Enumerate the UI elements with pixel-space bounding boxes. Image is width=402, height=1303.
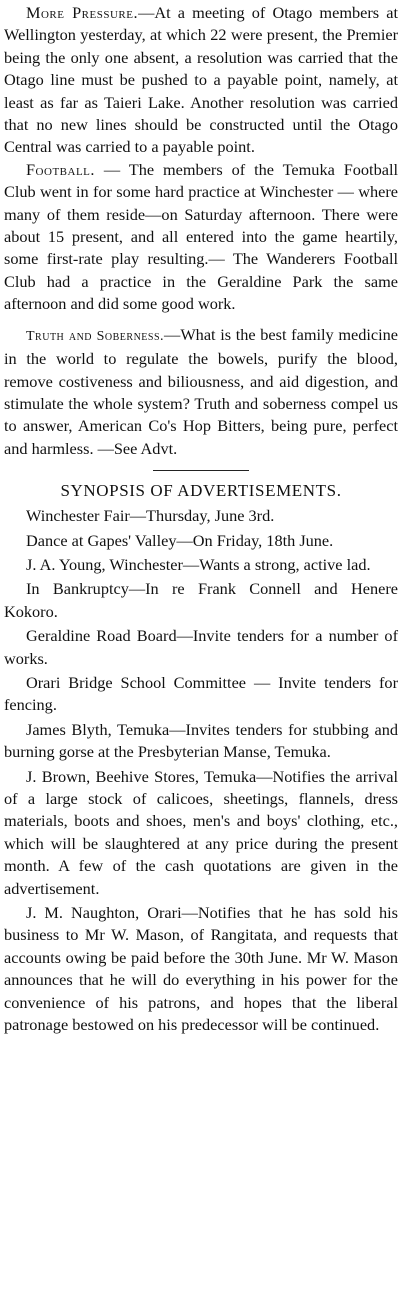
list-item: In Bankruptcy—In re Frank Connell and Henere Kokoro. bbox=[4, 579, 398, 621]
list-item: J. M. Naughton, Orari—Notifies that he has sold his business to Mr W. Mason, of Rangitata, and requests that accounts owing be paid before the 30th June. Mr W. Mason announces that he will do everything in his power for the convenience of his patrons, and hopes that the liberal patronage bestowed on his predecessor will be continued. bbox=[4, 903, 398, 1035]
article-truth-soberness bbox=[4, 324, 398, 460]
article-more-pressure bbox=[4, 2, 398, 159]
article-football bbox=[4, 159, 398, 316]
article-title: Football. bbox=[26, 159, 95, 179]
list-item: Winchester Fair—Thursday, June 3rd. bbox=[26, 506, 275, 526]
synopsis-heading: SYNOPSIS OF ADVERTISEMENTS. bbox=[60, 481, 342, 501]
list-item: J. Brown, Beehive Stores, Temuka—Notifies the arrival of a large stock of calicoes, sheetings, flannels, dress materials, boots and shoes, men's and boys' clothing, etc., which will be slaughtered at any price during the present month. A few of the cash quotations are given in the advertisement. bbox=[4, 766, 398, 898]
synopsis-list bbox=[4, 505, 398, 1036]
list-item: Dance at Gapes' Valley—On Friday, 18th June. bbox=[26, 530, 334, 550]
article-title: Truth and Soberness. bbox=[26, 328, 165, 344]
list-item: Orari Bridge School Committee — Invite tenders for fencing. bbox=[4, 672, 398, 715]
list-item: J. A. Young, Winchester—Wants a strong, active lad. bbox=[26, 554, 371, 574]
list-item: James Blyth, Temuka—Invites tenders for stubbing and burning gorse at the Presbyterian Manse, Temuka. bbox=[4, 719, 398, 762]
list-item: Geraldine Road Board—Invite tenders for a number of works. bbox=[4, 626, 398, 668]
article-body: — The members of the Temuka Football Club went in for some hard practice at Winchester — where many of them reside—on Saturday afternoon. There were about 15 present, and all entered into the game heartily, some first-rate play resulting.— The Wanderers Football Club had a practice in the Geraldine Park the same afternoon and did some good work. bbox=[4, 159, 398, 314]
article-body: —What is the best family medicine in the world to regulate the bowels, purify the blood, remove costiveness and biliousness, and aid digestion, and stimulate the whole system? Truth and soberness compel us to answer, American Co's Hop Bitters, being pure, perfect and harmless. —See Advt. bbox=[4, 324, 398, 458]
article-body: —At a meeting of Otago members at Wellington yesterday, at which 22 were present, the Premier being the only one absent, a resolution was carried that the Otago line must be pushed to a payable point, namely, at least as far as Taieri Lake. Another resolution was carried that no new lines should be constructed until the Otago Central was carried to a payable point. bbox=[4, 3, 399, 157]
section-divider bbox=[153, 470, 249, 471]
article-title: More Pressure. bbox=[26, 3, 139, 22]
